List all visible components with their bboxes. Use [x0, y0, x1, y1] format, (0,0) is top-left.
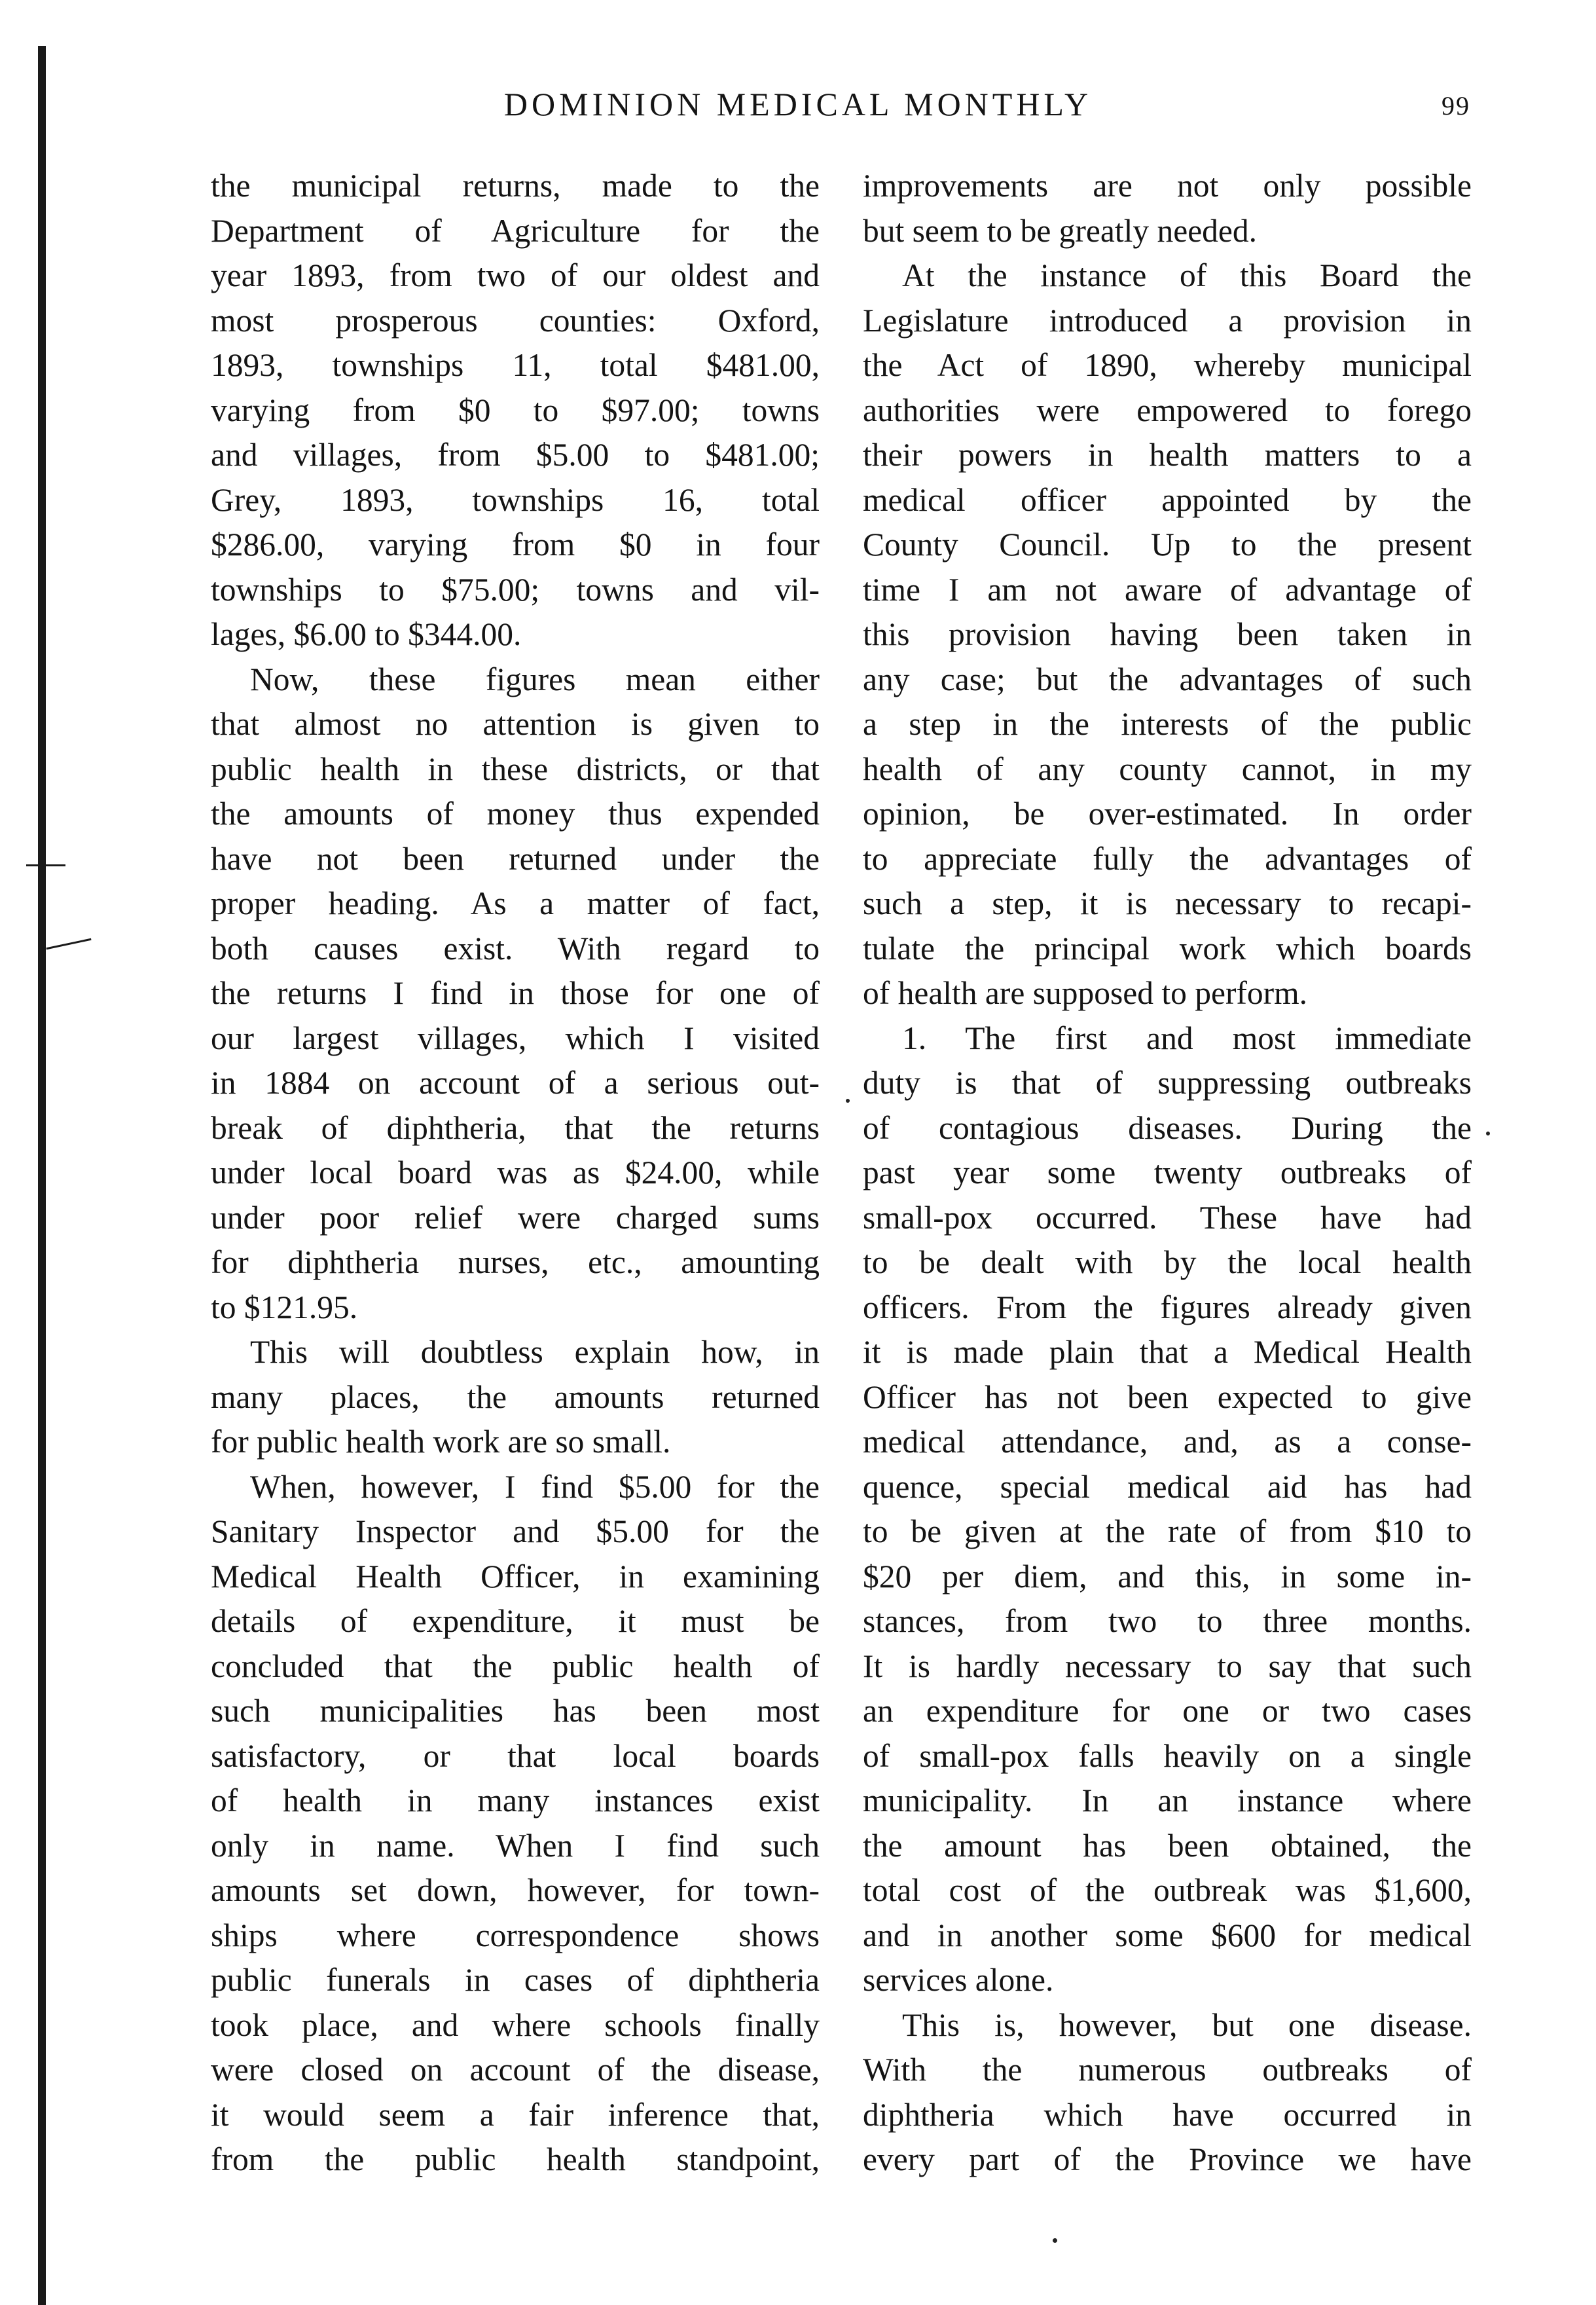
text-line: varying from $0 to $97.00; towns	[211, 392, 820, 428]
text-line: This will doubtless explain how, in	[250, 1334, 820, 1370]
text-line: total cost of the outbreak was $1,600,	[863, 1872, 1472, 1908]
text-line: our largest villages, which I visited	[211, 1020, 820, 1056]
text-line: time I am not aware of advantage of	[863, 571, 1472, 608]
text-line: $20 per diem, and this, in some in-	[863, 1558, 1472, 1595]
text-line: the amount has been obtained, the	[863, 1827, 1472, 1864]
text-line: quence, special medical aid has had	[863, 1468, 1472, 1505]
text-line: Sanitary Inspector and $5.00 for the	[211, 1513, 820, 1549]
text-line: health of any county cannot, in my	[863, 750, 1472, 787]
text-line: officers. From the figures already given	[863, 1289, 1472, 1325]
text-line: $286.00, varying from $0 in four	[211, 526, 820, 562]
text-line: Legislature introduced a provision in	[863, 302, 1472, 339]
text-line: it would seem a fair inference that,	[211, 2096, 820, 2133]
text-line: for diphtheria nurses, etc., amounting	[211, 1244, 820, 1280]
text-line: opinion, be over-estimated. In order	[863, 796, 1472, 832]
text-line: 1. The first and most immediate	[902, 1020, 1472, 1056]
text-line: took place, and where schools finally	[211, 2006, 820, 2043]
text-line: Medical Health Officer, in examining	[211, 1558, 820, 1595]
text-line: With the numerous outbreaks of	[863, 2052, 1472, 2088]
text-line: a step in the interests of the public	[863, 706, 1472, 742]
text-line: of health in many instances exist	[211, 1782, 820, 1818]
text-line: stances, from two to three months.	[863, 1603, 1472, 1639]
text-line: lages, $6.00 to $344.00.	[211, 616, 522, 652]
running-head	[0, 85, 1596, 138]
left-column	[211, 164, 820, 2259]
ink-speck	[1053, 2238, 1057, 2243]
text-line: details of expenditure, it must be	[211, 1603, 820, 1639]
binding-mark	[26, 864, 65, 866]
ink-speck	[846, 1099, 850, 1103]
binding-edge	[38, 46, 46, 2305]
text-line: When, however, I find $5.00 for the	[250, 1468, 820, 1505]
text-line: concluded that the public health of	[211, 1648, 820, 1684]
text-line: most prosperous counties: Oxford,	[211, 302, 820, 339]
text-line: break of diphtheria, that the returns	[211, 1109, 820, 1146]
text-line: medical officer appointed by the	[863, 481, 1472, 518]
text-line: such municipalities has been most	[211, 1693, 820, 1729]
binding-mark	[46, 938, 91, 950]
text-line: the municipal returns, made to the	[211, 168, 820, 204]
text-line: small-pox occurred. These have had	[863, 1199, 1472, 1236]
text-line: medical attendance, and, as a conse-	[863, 1424, 1472, 1460]
text-line: any case; but the advantages of such	[863, 661, 1472, 697]
text-line: diphtheria which have occurred in	[863, 2096, 1472, 2133]
text-line: At the instance of this Board the	[902, 257, 1472, 293]
text-line: Officer has not been expected to give	[863, 1378, 1472, 1415]
text-line: their powers in health matters to a	[863, 437, 1472, 473]
text-line: municipality. In an instance where	[863, 1782, 1472, 1818]
text-line: were closed on account of the disease,	[211, 2052, 820, 2088]
text-line: services alone.	[863, 1962, 1054, 1998]
text-line: Grey, 1893, townships 16, total	[211, 481, 820, 518]
right-column	[863, 164, 1472, 2259]
text-line: both causes exist. With regard to	[211, 930, 820, 967]
text-line: an expenditure for one or two cases	[863, 1693, 1472, 1729]
text-line: proper heading. As a matter of fact,	[211, 885, 820, 921]
text-line: of health are supposed to perform.	[863, 975, 1308, 1011]
ink-speck	[1486, 1132, 1490, 1135]
text-line: this provision having been taken in	[863, 616, 1472, 652]
text-line: have not been returned under the	[211, 840, 820, 877]
text-line: and in another some $600 for medical	[863, 1917, 1472, 1953]
text-line: public health in these districts, or that	[211, 750, 820, 787]
text-line: amounts set down, however, for town-	[211, 1872, 820, 1908]
text-line: to appreciate fully the advantages of	[863, 840, 1472, 877]
text-line: but seem to be greatly needed.	[863, 212, 1258, 249]
text-line: duty is that of suppressing outbreaks	[863, 1065, 1472, 1101]
text-line: the returns I find in those for one of	[211, 975, 820, 1011]
text-line: of contagious diseases. During the	[863, 1109, 1472, 1146]
text-line: and villages, from $5.00 to $481.00;	[211, 437, 820, 473]
text-line: This is, however, but one disease.	[902, 2006, 1472, 2043]
page-number: 99	[1442, 91, 1470, 120]
text-line: to be given at the rate of from $10 to	[863, 1513, 1472, 1549]
text-line: townships to $75.00; towns and vil-	[211, 571, 820, 608]
text-line: every part of the Province we have	[863, 2141, 1472, 2177]
text-line: under local board was as $24.00, while	[211, 1154, 820, 1190]
text-line: ships where correspondence shows	[211, 1917, 820, 1953]
text-line: year 1893, from two of our oldest and	[211, 257, 820, 293]
text-line: such a step, it is necessary to recapi-	[863, 885, 1472, 921]
text-line: it is made plain that a Medical Health	[863, 1334, 1472, 1370]
text-line: for public health work are so small.	[211, 1424, 671, 1460]
text-line: under poor relief were charged sums	[211, 1199, 820, 1236]
text-line: only in name. When I find such	[211, 1827, 820, 1864]
text-line: It is hardly necessary to say that such	[863, 1648, 1472, 1684]
text-line: the Act of 1890, whereby municipal	[863, 347, 1472, 383]
text-line: authorities were empowered to forego	[863, 392, 1472, 428]
text-line: past year some twenty outbreaks of	[863, 1154, 1472, 1190]
text-line: the amounts of money thus expended	[211, 796, 820, 832]
text-line: to $121.95.	[211, 1289, 358, 1325]
text-line: many places, the amounts returned	[211, 1378, 820, 1415]
text-line: 1893, townships 11, total $481.00,	[211, 347, 820, 383]
text-line: from the public health standpoint,	[211, 2141, 820, 2177]
text-line: in 1884 on account of a serious out-	[211, 1065, 820, 1101]
text-line: tulate the principal work which boards	[863, 930, 1472, 967]
text-line: Department of Agriculture for the	[211, 212, 820, 249]
text-line: County Council. Up to the present	[863, 526, 1472, 562]
text-line: improvements are not only possible	[863, 168, 1472, 204]
text-line: Now, these figures mean either	[250, 661, 820, 697]
text-line: to be dealt with by the local health	[863, 1244, 1472, 1280]
text-line: of small-pox falls heavily on a single	[863, 1737, 1472, 1774]
text-line: that almost no attention is given to	[211, 706, 820, 742]
text-line: public funerals in cases of diphtheria	[211, 1962, 820, 1998]
text-line: satisfactory, or that local boards	[211, 1737, 820, 1774]
running-title: DOMINION MEDICAL MONTHLY	[503, 86, 1093, 122]
